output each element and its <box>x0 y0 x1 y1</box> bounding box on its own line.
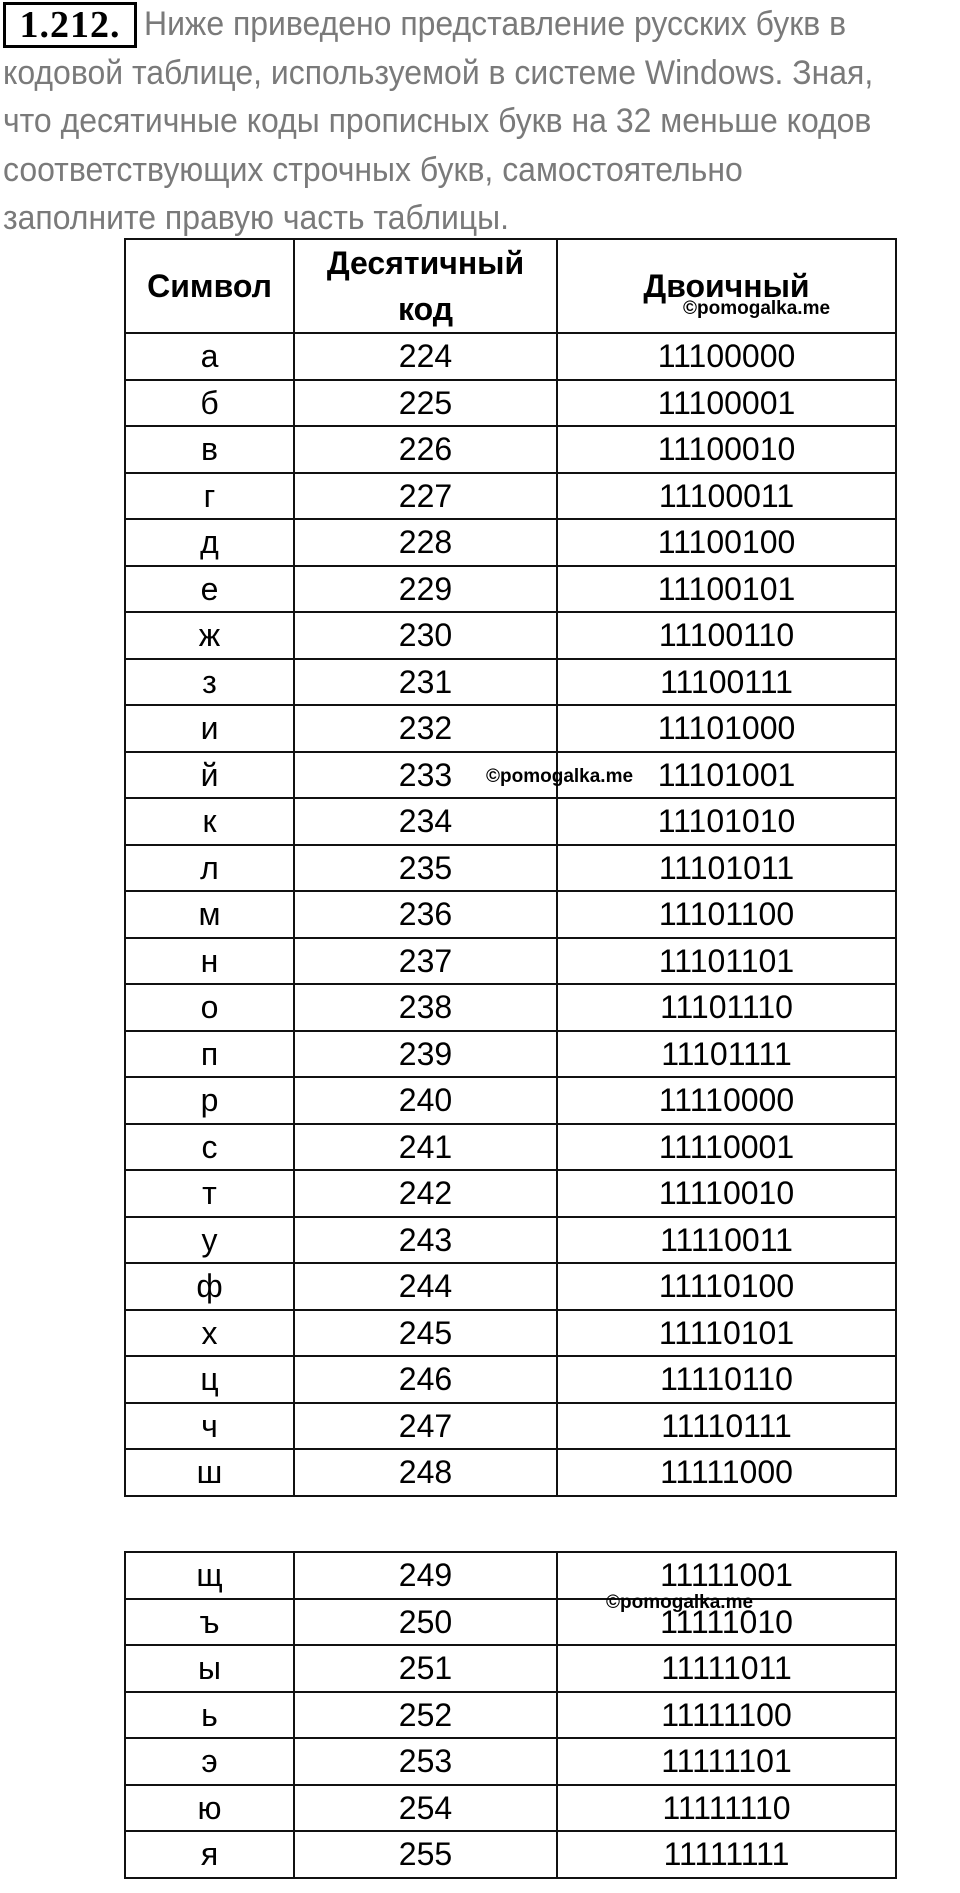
cell-binary: 11101110 <box>557 984 896 1031</box>
table-row <box>125 1785 896 1832</box>
cell-symbol: и <box>125 705 294 752</box>
cell-binary: 11110001 <box>557 1124 896 1171</box>
cell-binary: 11100000 <box>557 333 896 380</box>
watermark: ©pomogalka.me <box>606 1592 754 1613</box>
cell-binary: 11101111 <box>557 1031 896 1078</box>
table-row <box>125 1692 896 1739</box>
cell-decimal: 224 <box>294 333 557 380</box>
cell-symbol: д <box>125 519 294 566</box>
cell-symbol: й <box>125 752 294 799</box>
cell-symbol: а <box>125 333 294 380</box>
cell-binary: 11100010 <box>557 426 896 473</box>
cell-binary: 11101000 <box>557 705 896 752</box>
cell-symbol: с <box>125 1124 294 1171</box>
cell-symbol: н <box>125 938 294 985</box>
code-table-bottom <box>124 1551 897 1879</box>
header-symbol: Символ <box>125 239 294 333</box>
cell-decimal: 242 <box>294 1170 557 1217</box>
table-row <box>125 1310 896 1357</box>
cell-symbol: ц <box>125 1356 294 1403</box>
cell-symbol: ш <box>125 1449 294 1496</box>
cell-binary: 11111111 <box>557 1831 896 1878</box>
cell-binary: 11111100 <box>557 1692 896 1739</box>
problem-text-body: Ниже приведено представление русских букв в кодовой таблице, используемой в системе Windows. Зная, что десятичные коды прописных букв на 32 меньше кодов соответствующих строчных букв, самостоятельно заполните правую часть таблицы. <box>3 5 874 237</box>
cell-binary: 11110100 <box>557 1263 896 1310</box>
cell-symbol: э <box>125 1738 294 1785</box>
cell-binary: 11110101 <box>557 1310 896 1357</box>
cell-binary: 11101100 <box>557 891 896 938</box>
table-row <box>125 1831 896 1878</box>
cell-symbol: ы <box>125 1645 294 1692</box>
table-row <box>125 1645 896 1692</box>
cell-binary: 11111101 <box>557 1738 896 1785</box>
table-row <box>125 1449 896 1496</box>
cell-binary: 11101011 <box>557 845 896 892</box>
table-row <box>125 1738 896 1785</box>
problem-number: 1.212. <box>3 2 137 48</box>
cell-decimal: 233 <box>294 752 557 799</box>
table-row <box>125 938 896 985</box>
cell-decimal: 232 <box>294 705 557 752</box>
cell-decimal: 255 <box>294 1831 557 1878</box>
cell-decimal: 241 <box>294 1124 557 1171</box>
cell-binary: 11100101 <box>557 566 896 613</box>
cell-decimal: 237 <box>294 938 557 985</box>
cell-binary: 11101101 <box>557 938 896 985</box>
cell-decimal: 226 <box>294 426 557 473</box>
table-row <box>125 1170 896 1217</box>
cell-decimal: 243 <box>294 1217 557 1264</box>
table-row <box>125 612 896 659</box>
cell-symbol: ю <box>125 1785 294 1832</box>
cell-symbol: о <box>125 984 294 1031</box>
table-row <box>125 845 896 892</box>
table-row <box>125 1552 896 1599</box>
cell-decimal: 228 <box>294 519 557 566</box>
table-row <box>125 333 896 380</box>
cell-binary: 11111011 <box>557 1645 896 1692</box>
cell-decimal: 253 <box>294 1738 557 1785</box>
cell-decimal: 230 <box>294 612 557 659</box>
cell-decimal: 229 <box>294 566 557 613</box>
cell-decimal: 250 <box>294 1599 557 1646</box>
cell-decimal: 245 <box>294 1310 557 1357</box>
cell-binary: 11110000 <box>557 1077 896 1124</box>
cell-binary: 11111010 <box>557 1599 896 1646</box>
cell-symbol: х <box>125 1310 294 1357</box>
table-row <box>125 1263 896 1310</box>
cell-symbol: р <box>125 1077 294 1124</box>
cell-decimal: 248 <box>294 1449 557 1496</box>
cell-symbol: ъ <box>125 1599 294 1646</box>
cell-symbol: з <box>125 659 294 706</box>
table-row <box>125 1356 896 1403</box>
cell-symbol: т <box>125 1170 294 1217</box>
cell-symbol: б <box>125 380 294 427</box>
cell-symbol: я <box>125 1831 294 1878</box>
cell-decimal: 225 <box>294 380 557 427</box>
table-row <box>125 1124 896 1171</box>
table-row <box>125 1403 896 1450</box>
cell-decimal: 236 <box>294 891 557 938</box>
watermark: ©pomogalka.me <box>486 766 634 787</box>
cell-symbol: п <box>125 1031 294 1078</box>
cell-symbol: ь <box>125 1692 294 1739</box>
cell-symbol: м <box>125 891 294 938</box>
cell-decimal: 252 <box>294 1692 557 1739</box>
cell-symbol: г <box>125 473 294 520</box>
table-row <box>125 984 896 1031</box>
cell-symbol: в <box>125 426 294 473</box>
cell-binary: 11100110 <box>557 612 896 659</box>
cell-decimal: 238 <box>294 984 557 1031</box>
table-row <box>125 1599 896 1646</box>
cell-decimal: 235 <box>294 845 557 892</box>
table-row <box>125 891 896 938</box>
table-row <box>125 798 896 845</box>
table-row <box>125 1031 896 1078</box>
cell-symbol: е <box>125 566 294 613</box>
header-binary: Двоичный <box>557 239 896 333</box>
table-row <box>125 519 896 566</box>
cell-binary: 11101001 <box>557 752 896 799</box>
header-decimal: Десятичный код <box>294 239 557 333</box>
watermark: ©pomogalka.me <box>683 298 831 319</box>
cell-binary: 11110110 <box>557 1356 896 1403</box>
table-row <box>125 659 896 706</box>
cell-binary: 11100111 <box>557 659 896 706</box>
cell-symbol: щ <box>125 1552 294 1599</box>
cell-binary: 11100100 <box>557 519 896 566</box>
cell-symbol: ф <box>125 1263 294 1310</box>
table-row <box>125 380 896 427</box>
cell-decimal: 227 <box>294 473 557 520</box>
cell-symbol: к <box>125 798 294 845</box>
table-row <box>125 1077 896 1124</box>
cell-decimal: 231 <box>294 659 557 706</box>
code-table-top <box>124 238 897 1497</box>
problem-text <box>3 0 901 243</box>
cell-binary: 11101010 <box>557 798 896 845</box>
cell-binary: 11111001 <box>557 1552 896 1599</box>
cell-decimal: 246 <box>294 1356 557 1403</box>
cell-binary: 11100011 <box>557 473 896 520</box>
table-row <box>125 566 896 613</box>
cell-symbol: л <box>125 845 294 892</box>
cell-binary: 11110111 <box>557 1403 896 1450</box>
table-row <box>125 473 896 520</box>
cell-symbol: ж <box>125 612 294 659</box>
cell-symbol: ч <box>125 1403 294 1450</box>
cell-decimal: 251 <box>294 1645 557 1692</box>
cell-binary: 11110011 <box>557 1217 896 1264</box>
cell-decimal: 234 <box>294 798 557 845</box>
cell-decimal: 254 <box>294 1785 557 1832</box>
cell-decimal: 249 <box>294 1552 557 1599</box>
cell-decimal: 244 <box>294 1263 557 1310</box>
cell-binary: 11111110 <box>557 1785 896 1832</box>
table-row <box>125 426 896 473</box>
cell-binary: 11100001 <box>557 380 896 427</box>
cell-symbol: у <box>125 1217 294 1264</box>
cell-decimal: 247 <box>294 1403 557 1450</box>
table-row <box>125 1217 896 1264</box>
table-row <box>125 705 896 752</box>
cell-decimal: 240 <box>294 1077 557 1124</box>
cell-binary: 11110010 <box>557 1170 896 1217</box>
cell-decimal: 239 <box>294 1031 557 1078</box>
cell-binary: 11111000 <box>557 1449 896 1496</box>
